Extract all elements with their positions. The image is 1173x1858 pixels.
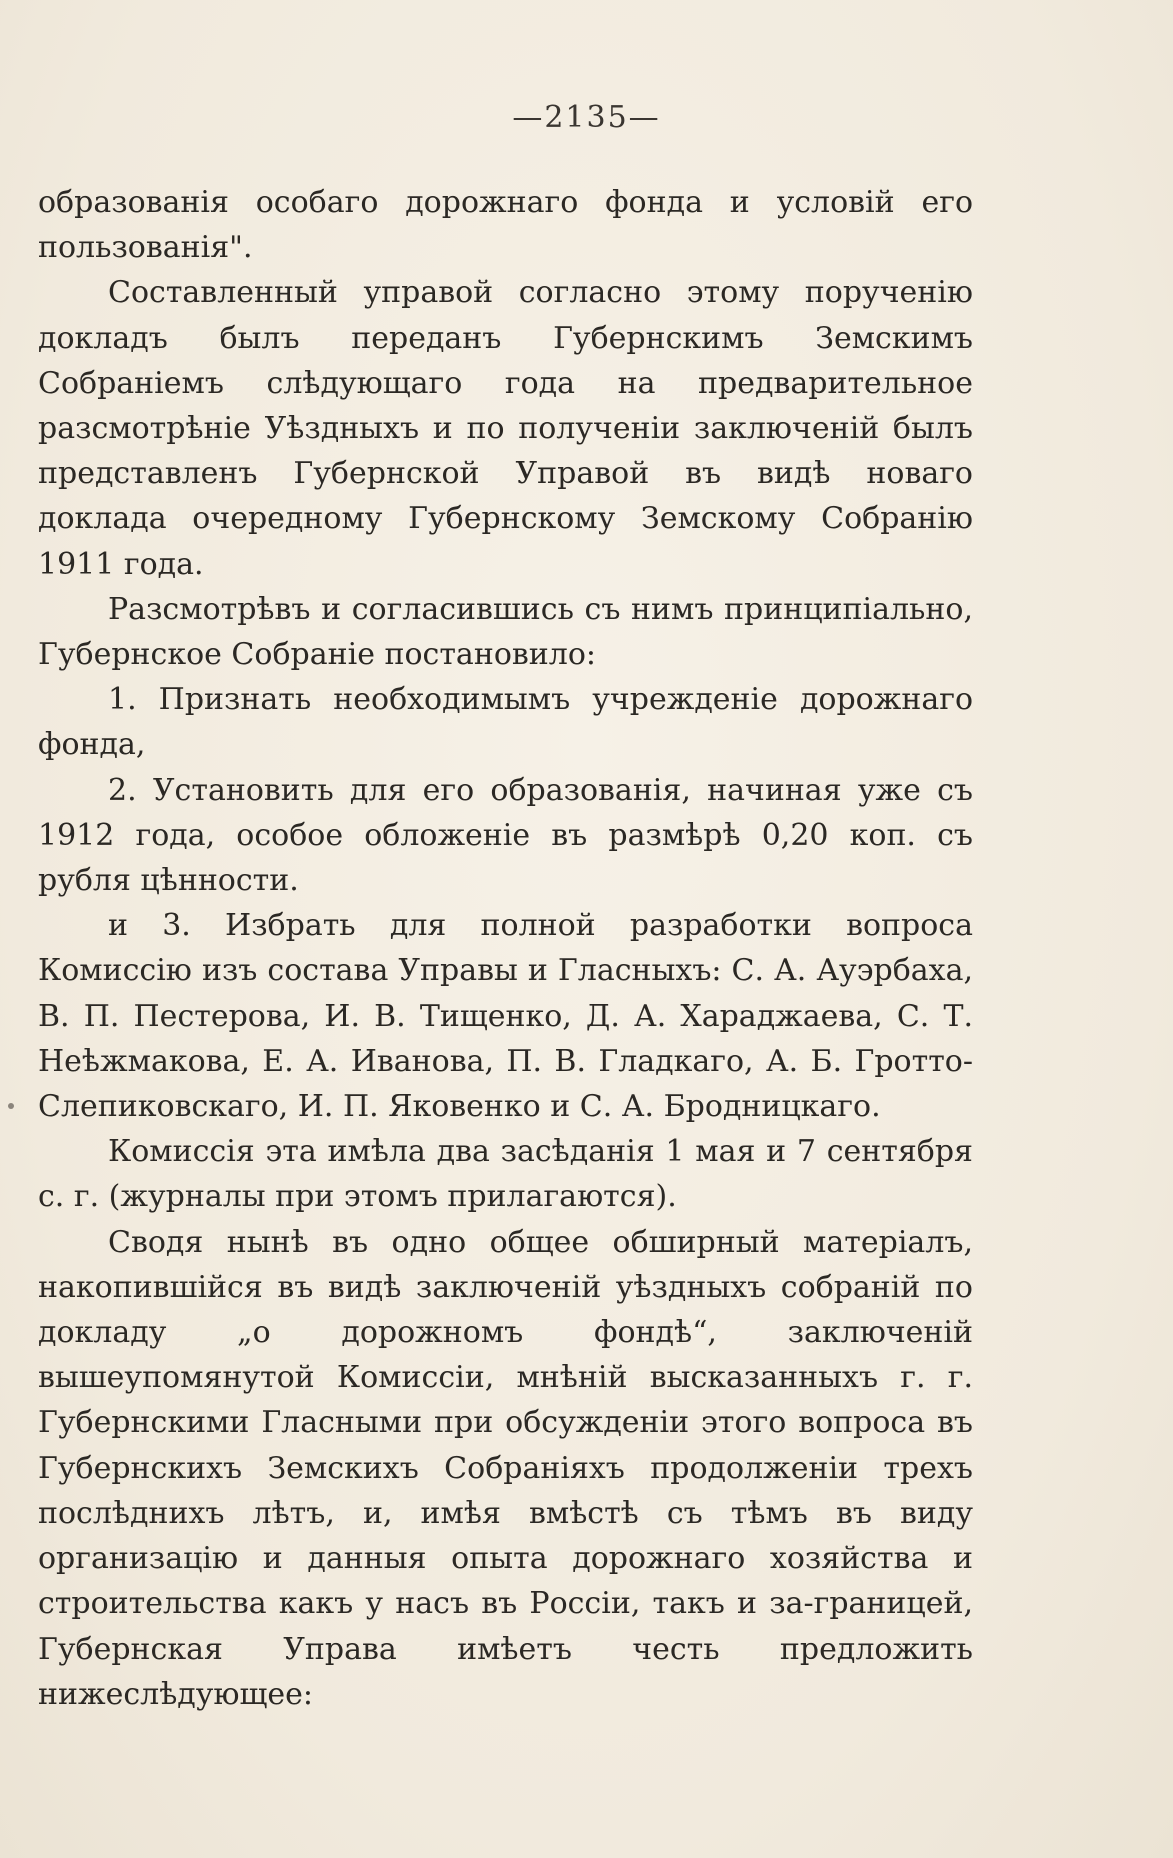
paragraph-commission-meetings: Комиссія эта имѣла два засѣданія 1 мая и 7 сентября с. г. (журналы при этомъ прилагаются). [38, 1134, 973, 1215]
resolution-item-3: и 3. Избрать для полной разработки вопроса Комиссію изъ состава Управы и Гласныхъ: С. А. Ауэрбаха, В. П. Пестерова, И. В. Тищенко, Д. А. Хараджаева, С. Т. Неѣжмакова, Е. А. Иванова, П. В. Гладкаго, А. Б. Гротто-Слепиковскаго, И. П. Яковенко и С. А. Бродницкаго. [38, 908, 973, 1125]
resolution-item-2: 2. Установить для его образованія, начиная уже съ 1912 года, особое обложеніе въ размѣрѣ 0,20 коп. съ рубля цѣнности. [38, 772, 973, 899]
margin-dot [8, 1103, 14, 1109]
resolution-item-1: 1. Признать необходимымъ учрежденіе дорожнаго фонда, [38, 682, 973, 763]
paragraph-assembly-resolution: Разсмотрѣвъ и согласившись съ нимъ принципіально, Губернское Собраніе постановило: [38, 591, 973, 673]
paragraph-summary-proposal: Сводя нынѣ въ одно общее обширный матеріалъ, накопившійся въ видѣ заключеній уѣздныхъ собраній по докладу „о дорожномъ фондѣ“, заключеній вышеупомянутой Комиссіи, мнѣній высказанныхъ г. г. Губернскими Гласными при обсужденіи этого вопроса въ Губернскихъ Земскихъ Собраніяхъ продолженіи трехъ послѣднихъ лѣтъ, и, имѣя вмѣстѣ съ тѣмъ въ виду организацію и данныя опыта дорожнаго хозяйства и строительства какъ у насъ въ Россіи, такъ и за-границей, Губернская Управа имѣетъ честь предложить нижеслѣдующее: [38, 1224, 973, 1712]
body-text [38, 180, 973, 1717]
paragraph-continuation: образованія особаго дорожнаго фонда и условій его пользованія". [38, 185, 973, 266]
paragraph-report-transfer: Составленный управой согласно этому порученію докладъ былъ переданъ Губернскимъ Земскимъ Собраніемъ слѣдующаго года на предварительное разсмотрѣніе Уѣздныхъ и по полученіи заключеній былъ представленъ Губернской Управой въ видѣ новаго доклада очередному Губернскому Земскому Собранію 1911 года. [38, 275, 973, 582]
page-number: —2135— [512, 100, 661, 135]
